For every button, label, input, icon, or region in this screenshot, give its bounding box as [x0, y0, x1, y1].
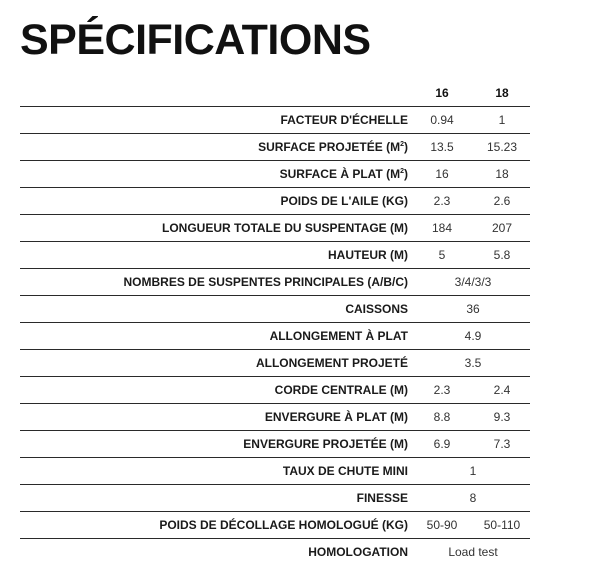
- row-label: HOMOLOGATION: [308, 545, 408, 559]
- row-label: CORDE CENTRALE (M): [274, 383, 408, 397]
- value-16: 13.5: [430, 140, 454, 154]
- page-title: SPÉCIFICATIONS: [20, 16, 371, 64]
- row-label: POIDS DE DÉCOLLAGE HOMOLOGUÉ (KG): [159, 518, 408, 532]
- value-shared: Load test: [448, 545, 498, 559]
- table-row: [20, 404, 530, 431]
- table-row: [20, 161, 530, 188]
- value-18: 50-110: [483, 518, 521, 532]
- table-row: [20, 269, 530, 296]
- row-label: ALLONGEMENT PROJETÉ: [255, 356, 408, 370]
- value-shared: 1: [469, 464, 477, 478]
- table-row: [20, 512, 530, 539]
- value-16: 184: [431, 221, 453, 235]
- row-label: NOMBRES DE SUSPENTES PRINCIPALES (A/B/C): [123, 275, 408, 289]
- table-row: [20, 485, 530, 512]
- value-18: 18: [495, 167, 509, 181]
- row-label: POIDS DE L'AILE (KG): [280, 194, 408, 208]
- table-row: [20, 377, 530, 404]
- value-18: 2.6: [493, 194, 511, 208]
- table-row: [20, 431, 530, 458]
- column-header-16: 16: [435, 86, 449, 100]
- value-shared: 36: [466, 302, 480, 316]
- row-label: SURFACE À PLAT $(M^2)$: [279, 167, 408, 181]
- column-header-18: 18: [495, 86, 509, 100]
- table-row: [20, 107, 530, 134]
- value-shared: 4.9: [464, 329, 482, 343]
- row-label: LONGUEUR TOTALE DU SUSPENTAGE (M): [162, 221, 408, 235]
- value-16: 8.8: [433, 410, 451, 424]
- value-16: 2.3: [433, 383, 451, 397]
- row-label: ENVERGURE PROJETÉE (M): [243, 437, 408, 451]
- row-label: CAISSONS: [345, 302, 408, 316]
- value-18: 9.3: [493, 410, 511, 424]
- value-16: 2.3: [433, 194, 451, 208]
- value-shared: 3/4/3/3: [454, 275, 492, 289]
- row-label: TAUX DE CHUTE MINI: [282, 464, 408, 478]
- value-18: 207: [491, 221, 513, 235]
- value-16: 50-90: [426, 518, 458, 532]
- row-label: FINESSE: [356, 491, 408, 505]
- row-label: HAUTEUR (M): [328, 248, 408, 262]
- table-row: [20, 539, 530, 565]
- row-label: SURFACE PROJETÉE $(M^2)$: [258, 140, 408, 154]
- spec-table: [20, 80, 530, 565]
- table-row: [20, 188, 530, 215]
- value-16: 0.94: [430, 113, 454, 127]
- table-row: [20, 296, 530, 323]
- value-18: 2.4: [493, 383, 511, 397]
- value-shared: 8: [469, 491, 477, 505]
- table-row: [20, 215, 530, 242]
- table-header: [20, 80, 530, 107]
- table-row: [20, 242, 530, 269]
- row-label: FACTEUR D'ÉCHELLE: [280, 113, 408, 127]
- table-row: [20, 323, 530, 350]
- value-18: 1: [498, 113, 506, 127]
- table-row: [20, 458, 530, 485]
- row-label: ALLONGEMENT À PLAT: [269, 329, 408, 343]
- value-16: 6.9: [433, 437, 451, 451]
- value-18: 15.23: [486, 140, 518, 154]
- value-16: 5: [438, 248, 446, 262]
- value-16: 16: [435, 167, 449, 181]
- value-18: 5.8: [493, 248, 511, 262]
- table-row: [20, 350, 530, 377]
- value-18: 7.3: [493, 437, 511, 451]
- row-label: ENVERGURE À PLAT (M): [264, 410, 408, 424]
- value-shared: 3.5: [464, 356, 482, 370]
- table-row: [20, 134, 530, 161]
